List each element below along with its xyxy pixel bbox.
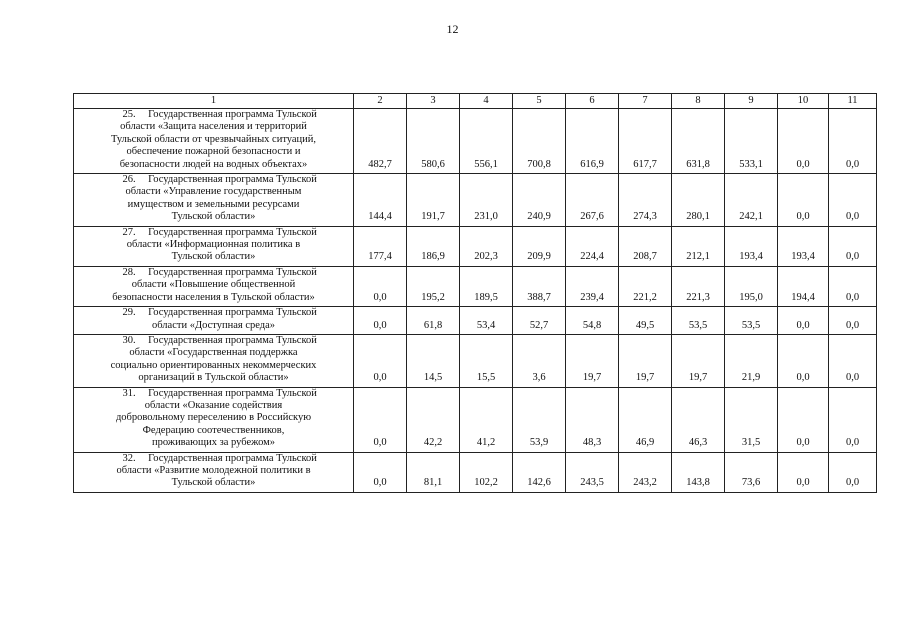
value-cell-col-2: 0,0	[354, 452, 407, 492]
value-cell-col-9: 53,5	[725, 307, 778, 335]
value-cell-col-5: 240,9	[513, 174, 566, 227]
value-cell-col-5: 52,7	[513, 307, 566, 335]
program-title-line: организаций в Тульской области»	[138, 372, 289, 384]
program-title-line: области «Информационная политика в	[126, 239, 301, 251]
program-title-first-line	[77, 267, 350, 279]
program-title-line: области «Государственная поддержка	[129, 347, 298, 359]
program-title-line: Государственная программа Тульской	[148, 452, 317, 464]
value-cell-col-6: 239,4	[566, 266, 619, 306]
program-title-line: безопасности населения в Тульской области»	[112, 291, 315, 303]
value-cell-col-7: 243,2	[619, 452, 672, 492]
value-cell-col-4: 202,3	[460, 226, 513, 266]
program-title-line: Федерацию соотечественников,	[142, 424, 285, 436]
page-number: 12	[446, 22, 459, 36]
table-row	[74, 226, 877, 266]
program-cell	[74, 387, 354, 452]
value-cell-col-10: 194,4	[778, 266, 829, 306]
value-cell-col-2: 0,0	[354, 387, 407, 452]
value-cell-col-10: 0,0	[778, 334, 829, 387]
program-title-line: проживающих за рубежом»	[151, 437, 276, 449]
table-row	[74, 307, 877, 335]
value-cell-col-4: 102,2	[460, 452, 513, 492]
row-number: 29.	[122, 307, 136, 319]
value-cell-col-7: 221,2	[619, 266, 672, 306]
value-cell-col-8: 280,1	[672, 174, 725, 227]
column-header-10: 10	[778, 94, 829, 109]
value-cell-col-3: 14,5	[407, 334, 460, 387]
row-number: 30.	[122, 334, 136, 346]
program-title-first-line	[77, 174, 350, 186]
column-header-8: 8	[672, 94, 725, 109]
program-title-line: области «Оказание содействия	[144, 399, 283, 411]
value-cell-col-4: 53,4	[460, 307, 513, 335]
program-title-first-line	[77, 307, 350, 319]
value-cell-col-3: 580,6	[407, 109, 460, 174]
value-cell-col-11: 0,0	[829, 452, 877, 492]
value-cell-col-10: 0,0	[778, 452, 829, 492]
column-header-5: 5	[513, 94, 566, 109]
column-header-4: 4	[460, 94, 513, 109]
value-cell-col-11: 0,0	[829, 109, 877, 174]
program-title-line: Государственная программа Тульской	[148, 109, 317, 120]
program-cell	[74, 226, 354, 266]
program-title-line: области «Доступная среда»	[151, 319, 276, 331]
program-title-first-line	[77, 335, 350, 347]
program-cell	[74, 307, 354, 335]
value-cell-col-7: 617,7	[619, 109, 672, 174]
value-cell-col-6: 19,7	[566, 334, 619, 387]
value-cell-col-8: 212,1	[672, 226, 725, 266]
program-title-first-line	[77, 388, 350, 400]
value-cell-col-10: 0,0	[778, 387, 829, 452]
value-cell-col-7: 49,5	[619, 307, 672, 335]
value-cell-col-3: 81,1	[407, 452, 460, 492]
program-title-line: области «Защита населения и территорий	[120, 121, 307, 133]
value-cell-col-2: 0,0	[354, 307, 407, 335]
value-cell-col-9: 242,1	[725, 174, 778, 227]
value-cell-col-9: 31,5	[725, 387, 778, 452]
value-cell-col-10: 0,0	[778, 109, 829, 174]
value-cell-col-9: 195,0	[725, 266, 778, 306]
program-title-first-line	[77, 453, 350, 465]
value-cell-col-5: 3,6	[513, 334, 566, 387]
program-title-line: Государственная программа Тульской	[148, 174, 317, 186]
value-cell-col-10: 0,0	[778, 307, 829, 335]
value-cell-col-5: 209,9	[513, 226, 566, 266]
program-title-first-line	[77, 109, 350, 121]
header-row	[74, 94, 877, 109]
program-title-line: Государственная программа Тульской	[148, 226, 317, 238]
value-cell-col-2: 482,7	[354, 109, 407, 174]
program-cell	[74, 109, 354, 174]
column-header-2: 2	[354, 94, 407, 109]
program-title-line: имуществом и земельными ресурсами	[127, 198, 300, 210]
column-header-7: 7	[619, 94, 672, 109]
value-cell-col-3: 195,2	[407, 266, 460, 306]
table-row	[74, 452, 877, 492]
value-cell-col-6: 224,4	[566, 226, 619, 266]
value-cell-col-8: 53,5	[672, 307, 725, 335]
program-title-line: области «Повышение общественной	[131, 279, 296, 291]
value-cell-col-6: 616,9	[566, 109, 619, 174]
value-cell-col-7: 274,3	[619, 174, 672, 227]
value-cell-col-5: 388,7	[513, 266, 566, 306]
value-cell-col-11: 0,0	[829, 334, 877, 387]
row-number: 26.	[122, 174, 136, 186]
value-cell-col-11: 0,0	[829, 174, 877, 227]
program-title-line: Государственная программа Тульской	[148, 266, 317, 278]
value-cell-col-5: 700,8	[513, 109, 566, 174]
value-cell-col-3: 42,2	[407, 387, 460, 452]
value-cell-col-8: 143,8	[672, 452, 725, 492]
value-cell-col-2: 0,0	[354, 266, 407, 306]
value-cell-col-11: 0,0	[829, 226, 877, 266]
value-cell-col-3: 186,9	[407, 226, 460, 266]
value-cell-col-6: 243,5	[566, 452, 619, 492]
program-title-first-line	[77, 227, 350, 239]
row-number: 25.	[122, 109, 136, 120]
value-cell-col-7: 46,9	[619, 387, 672, 452]
program-title-line: Тульской области»	[171, 477, 256, 489]
value-cell-col-5: 142,6	[513, 452, 566, 492]
table-row	[74, 266, 877, 306]
program-title-line: безопасности людей на водных объектах»	[119, 158, 308, 170]
table-row	[74, 174, 877, 227]
value-cell-col-11: 0,0	[829, 387, 877, 452]
budget-table	[73, 93, 877, 493]
value-cell-col-2: 0,0	[354, 334, 407, 387]
table-row	[74, 109, 877, 174]
row-number: 27.	[122, 226, 136, 238]
column-header-11: 11	[829, 94, 877, 109]
column-header-9: 9	[725, 94, 778, 109]
value-cell-col-2: 177,4	[354, 226, 407, 266]
column-header-3: 3	[407, 94, 460, 109]
program-title-line: обеспечение пожарной безопасности и	[126, 146, 301, 158]
program-cell	[74, 266, 354, 306]
value-cell-col-6: 267,6	[566, 174, 619, 227]
value-cell-col-2: 144,4	[354, 174, 407, 227]
value-cell-col-6: 54,8	[566, 307, 619, 335]
value-cell-col-9: 193,4	[725, 226, 778, 266]
program-title-line: Государственная программа Тульской	[148, 334, 317, 346]
value-cell-col-3: 191,7	[407, 174, 460, 227]
value-cell-col-8: 19,7	[672, 334, 725, 387]
value-cell-col-4: 231,0	[460, 174, 513, 227]
value-cell-col-9: 73,6	[725, 452, 778, 492]
table-body	[74, 94, 877, 493]
value-cell-col-11: 0,0	[829, 307, 877, 335]
row-number: 28.	[122, 266, 136, 278]
table-row	[74, 334, 877, 387]
value-cell-col-9: 21,9	[725, 334, 778, 387]
program-title-line: области «Развитие молодежной политики в	[116, 464, 311, 476]
program-title-line: области «Управление государственным	[125, 186, 302, 198]
value-cell-col-10: 0,0	[778, 174, 829, 227]
value-cell-col-8: 221,3	[672, 266, 725, 306]
column-header-1: 1	[74, 94, 354, 109]
value-cell-col-6: 48,3	[566, 387, 619, 452]
program-title-line: Тульской области от чрезвычайных ситуаций,	[110, 133, 317, 145]
value-cell-col-11: 0,0	[829, 266, 877, 306]
value-cell-col-8: 631,8	[672, 109, 725, 174]
program-title-line: социально ориентированных некоммерческих	[110, 359, 317, 371]
value-cell-col-9: 533,1	[725, 109, 778, 174]
program-cell	[74, 174, 354, 227]
value-cell-col-5: 53,9	[513, 387, 566, 452]
value-cell-col-4: 41,2	[460, 387, 513, 452]
value-cell-col-4: 556,1	[460, 109, 513, 174]
value-cell-col-10: 193,4	[778, 226, 829, 266]
program-title-line: Тульской области»	[171, 251, 256, 263]
column-header-6: 6	[566, 94, 619, 109]
program-cell	[74, 452, 354, 492]
value-cell-col-7: 19,7	[619, 334, 672, 387]
value-cell-col-4: 189,5	[460, 266, 513, 306]
program-title-line: Государственная программа Тульской	[148, 307, 317, 319]
row-number: 32.	[122, 452, 136, 464]
row-number: 31.	[122, 387, 136, 399]
program-title-line: Тульской области»	[171, 211, 256, 223]
value-cell-col-7: 208,7	[619, 226, 672, 266]
value-cell-col-3: 61,8	[407, 307, 460, 335]
value-cell-col-4: 15,5	[460, 334, 513, 387]
program-title-line: добровольному переселению в Российскую	[115, 412, 312, 424]
value-cell-col-8: 46,3	[672, 387, 725, 452]
program-cell	[74, 334, 354, 387]
table-row	[74, 387, 877, 452]
program-title-line: Государственная программа Тульской	[148, 387, 317, 399]
